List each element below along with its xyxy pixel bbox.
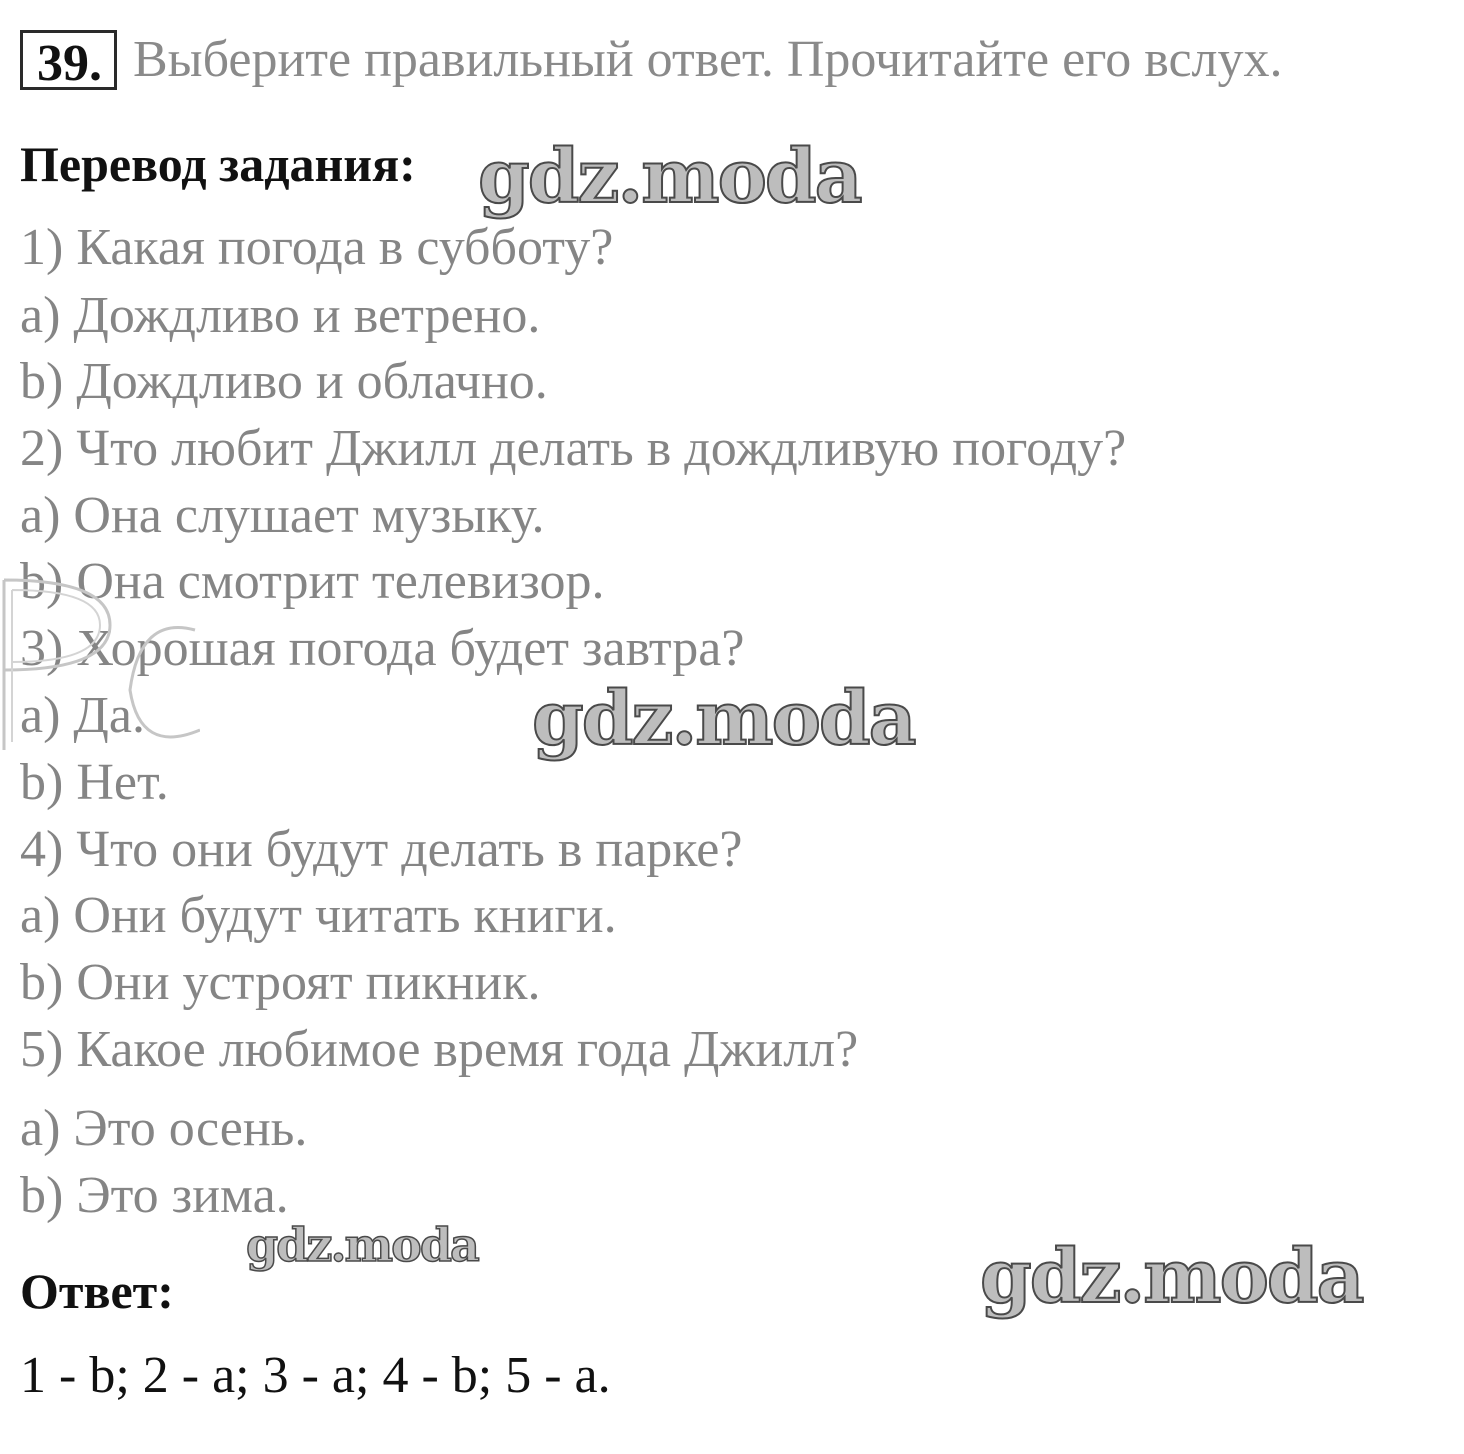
answer-text: 1 - b; 2 - a; 3 - a; 4 - b; 5 - a. [20,1347,611,1404]
question-2: 2) Что любит Джилл делать в дождливую погоду? [20,420,1127,477]
answer-title: Ответ: [20,1263,174,1319]
question-3: 3) Хорошая погода будет завтра? [20,620,745,677]
option-2a: a) Она слушает музыку. [20,487,545,544]
watermark-middle: gdz.moda [532,676,915,762]
option-1a: a) Дождливо и ветрено. [20,287,541,344]
option-3b: b) Нет. [20,754,169,811]
task-number-box: 39. [20,30,117,90]
question-1: 1) Какая погода в субботу? [20,219,614,276]
option-4b: b) Они устроят пикник. [20,954,541,1011]
question-5: 5) Какое любимое время года Джилл? [20,1021,859,1078]
option-5b: b) Это зима. [20,1167,289,1224]
option-1b: b) Дождливо и облачно. [20,353,548,410]
watermark-logo-icon [0,570,200,760]
watermark-bottom-left: gdz.moda [246,1218,478,1272]
option-5a: a) Это осень. [20,1100,308,1157]
watermark-bottom-right: gdz.moda [980,1234,1363,1320]
option-2b: b) Она смотрит телевизор. [20,553,605,610]
question-4: 4) Что они будут делать в парке? [20,821,743,878]
task-instruction: Выберите правильный ответ. Прочитайте его вслух. [133,31,1283,88]
option-3a: a) Да. [20,687,145,744]
watermark-top: gdz.moda [478,134,861,220]
option-4a: a) Они будут читать книги. [20,887,617,944]
task-header [20,30,1282,90]
translation-title: Перевод задания: [20,136,416,192]
